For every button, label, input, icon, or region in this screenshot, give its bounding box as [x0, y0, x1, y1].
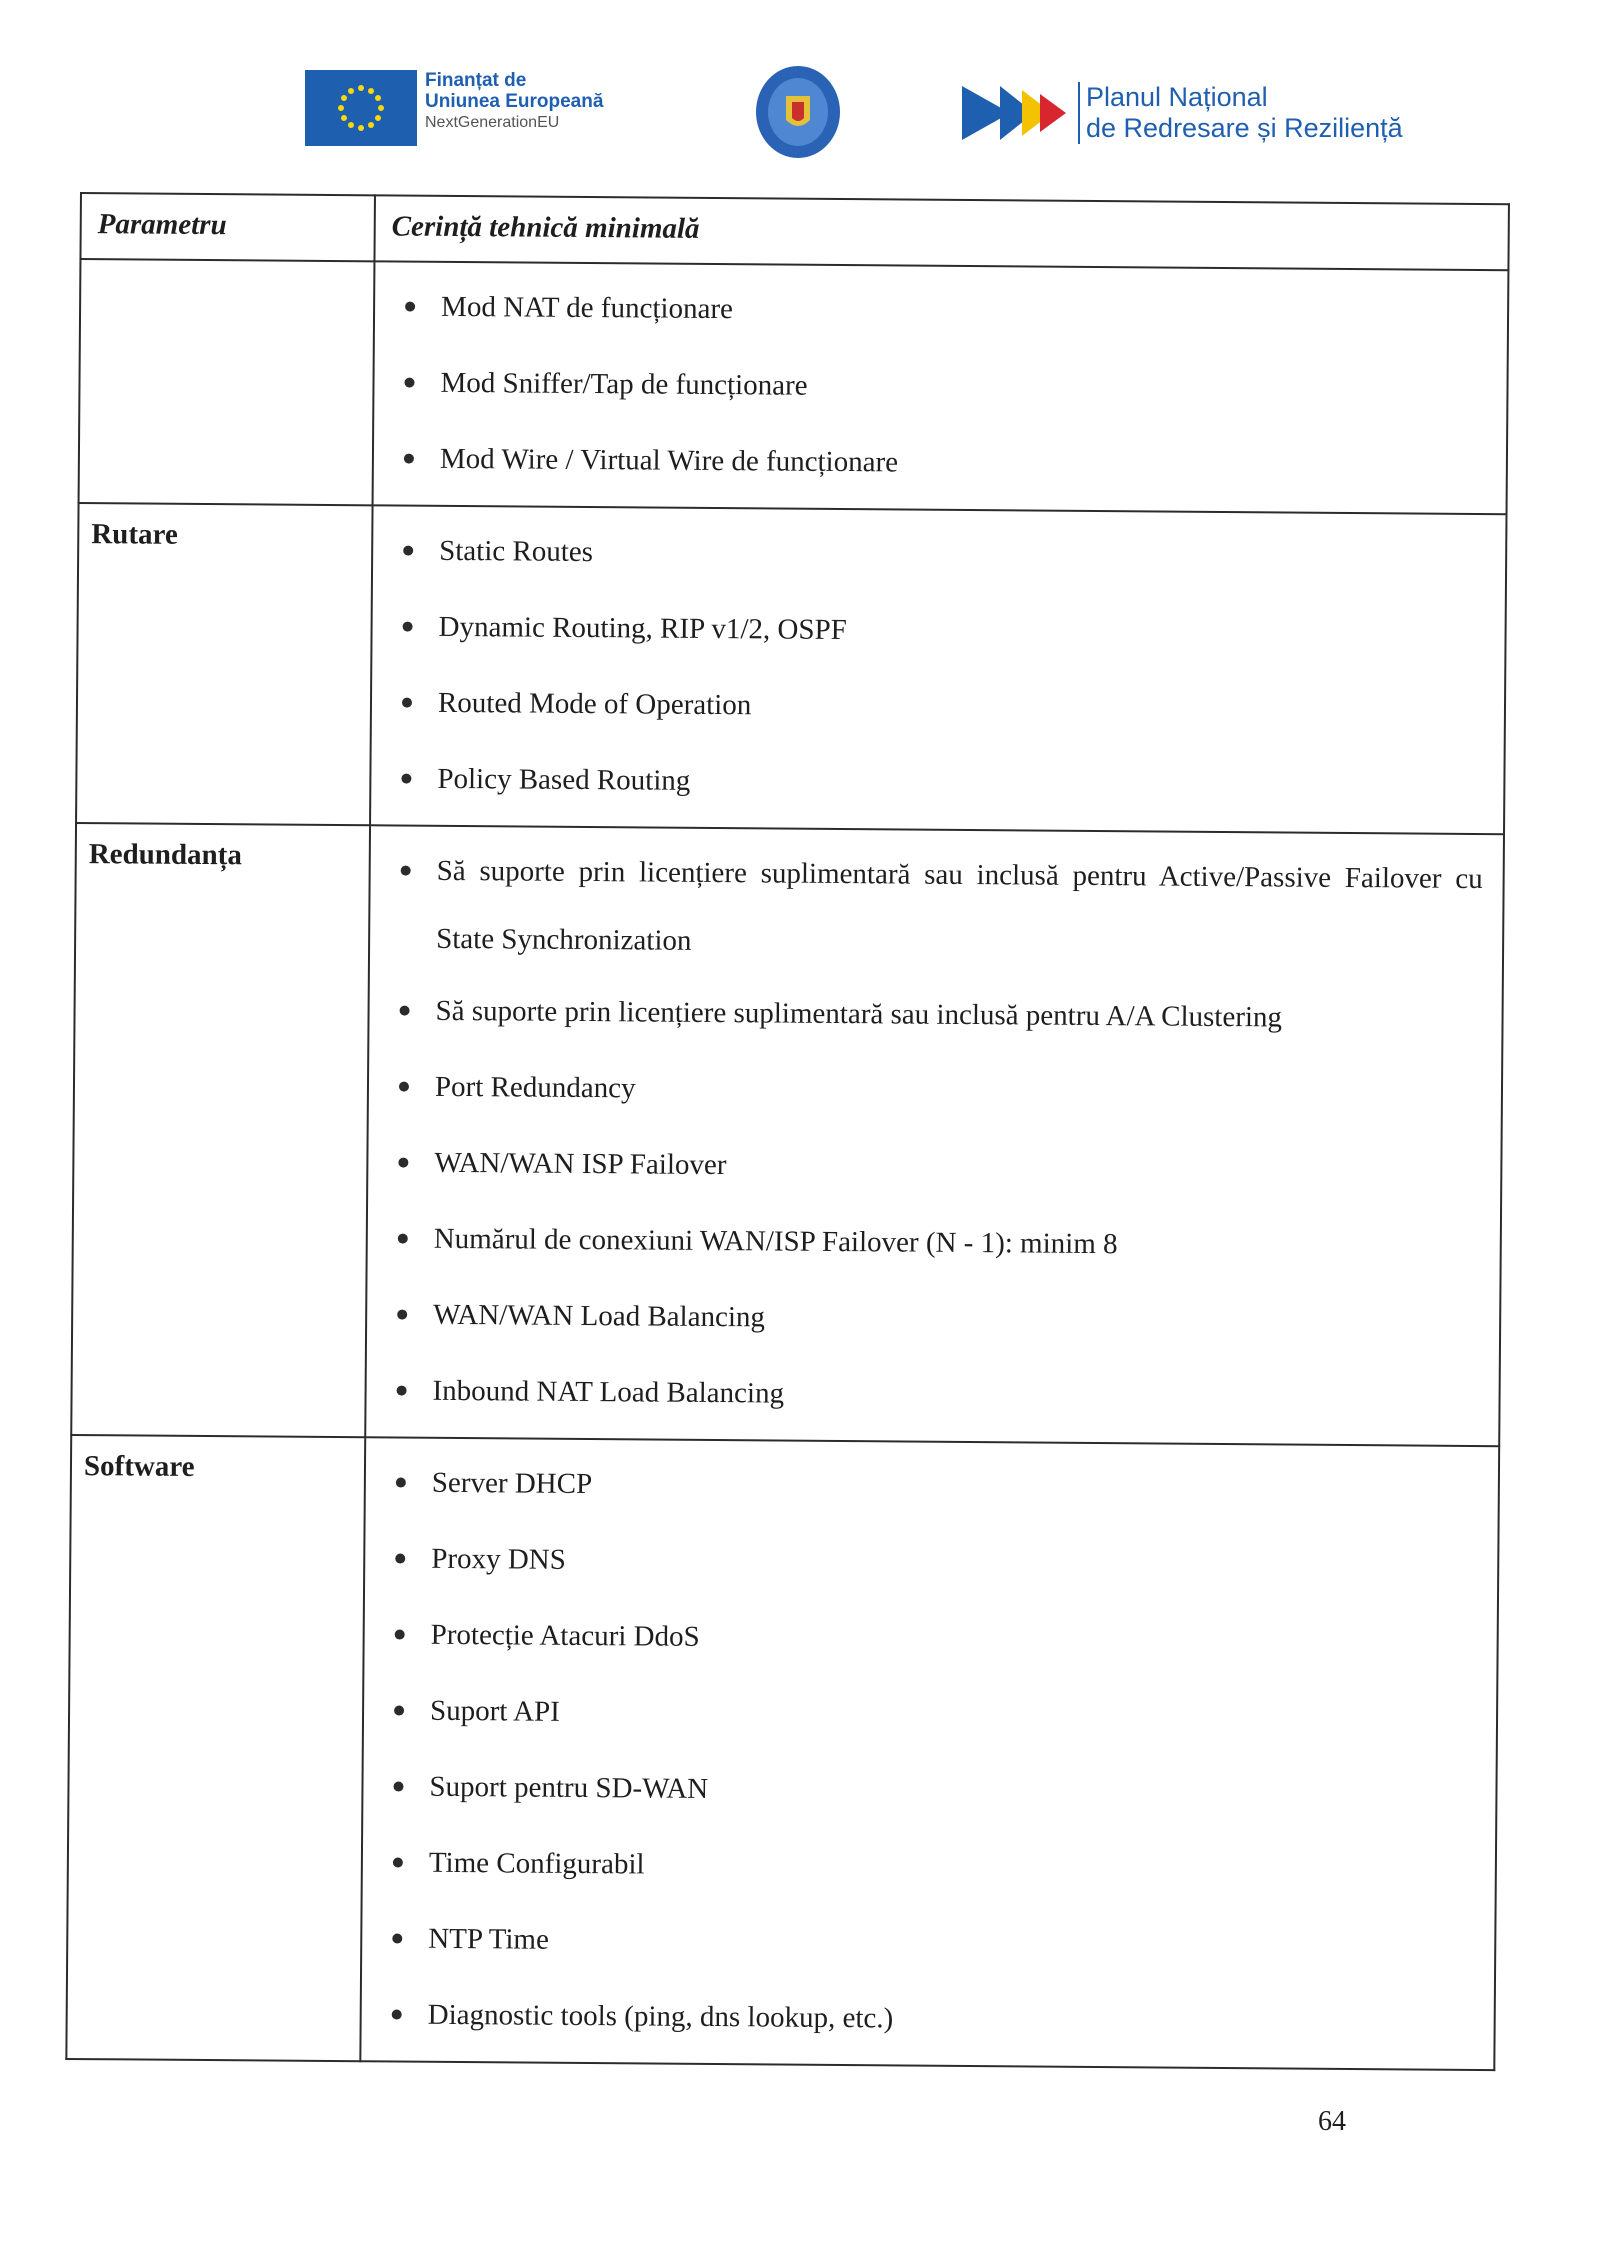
technical-requirements-table [65, 192, 1510, 2071]
row-parameter [79, 259, 375, 505]
government-seal-logo [752, 62, 844, 162]
eu-line-3: NextGenerationEU [425, 114, 560, 131]
list-item: Policy Based Routing [385, 740, 1484, 825]
row-parameter: Rutare [76, 503, 373, 825]
list-item: NTP Time [376, 1900, 1475, 1985]
list-item: Numărul de conexiuni WAN/ISP Failover (N - 1): minim 8 [381, 1200, 1480, 1285]
row-requirements [370, 505, 1506, 834]
list-item: Suport API [378, 1672, 1477, 1757]
list-item: Mod NAT de funcționare [389, 268, 1488, 353]
list-item: Să suporte prin licențiere suplimentară sau inclusă pentru Active/Passive Failover cu State Synchronization [384, 832, 1483, 981]
table-row [71, 823, 1504, 1446]
table-header-row [80, 193, 1508, 270]
page-header [0, 60, 1600, 170]
list-item: Protecție Atacuri DdoS [378, 1596, 1477, 1681]
list-item: Port Redundancy [383, 1048, 1482, 1133]
list-item: Proxy DNS [379, 1520, 1478, 1605]
page-number: 64 [1318, 2106, 1346, 2137]
list-item: Mod Sniffer/Tap de funcționare [388, 344, 1487, 429]
eu-funding-text [425, 70, 603, 133]
pnrr-line-2: de Redresare și Reziliență [1086, 113, 1403, 143]
row-requirements [365, 825, 1504, 1446]
list-item: Inbound NAT Load Balancing [380, 1352, 1479, 1437]
pnrr-logo [960, 82, 1070, 144]
eu-flag-logo [305, 70, 417, 146]
list-item: WAN/WAN ISP Failover [382, 1124, 1481, 1209]
table-row [66, 1435, 1499, 2070]
list-item: Să suporte prin licențiere suplimentară sau inclusă pentru A/A Clustering [383, 972, 1482, 1057]
row-parameter: Redundanța [71, 823, 370, 1437]
row-requirements [373, 261, 1509, 514]
row-parameter: Software [66, 1435, 365, 2061]
eu-line-2: Uniunea Europeană [425, 91, 604, 112]
row-requirements [360, 1437, 1499, 2070]
list-item: Time Configurabil [377, 1824, 1476, 1909]
list-item: Server DHCP [380, 1444, 1479, 1529]
table-row [79, 259, 1509, 514]
pnrr-line-1: Planul Național [1086, 82, 1268, 112]
list-item: Routed Mode of Operation [386, 664, 1485, 749]
header-requirement: Cerință tehnică minimală [374, 195, 1508, 270]
list-item: Mod Wire / Virtual Wire de funcționare [388, 420, 1487, 505]
eu-line-1: Finanțat de [425, 70, 527, 91]
list-item: Static Routes [387, 512, 1486, 597]
pnrr-title [1078, 82, 1403, 144]
list-item: WAN/WAN Load Balancing [381, 1276, 1480, 1361]
list-item: Diagnostic tools (ping, dns lookup, etc.) [375, 1976, 1474, 2061]
table-row [76, 503, 1506, 834]
list-item: Dynamic Routing, RIP v1/2, OSPF [386, 588, 1485, 673]
list-item: Suport pentru SD-WAN [377, 1748, 1476, 1833]
header-parameter: Parametru [80, 193, 375, 261]
